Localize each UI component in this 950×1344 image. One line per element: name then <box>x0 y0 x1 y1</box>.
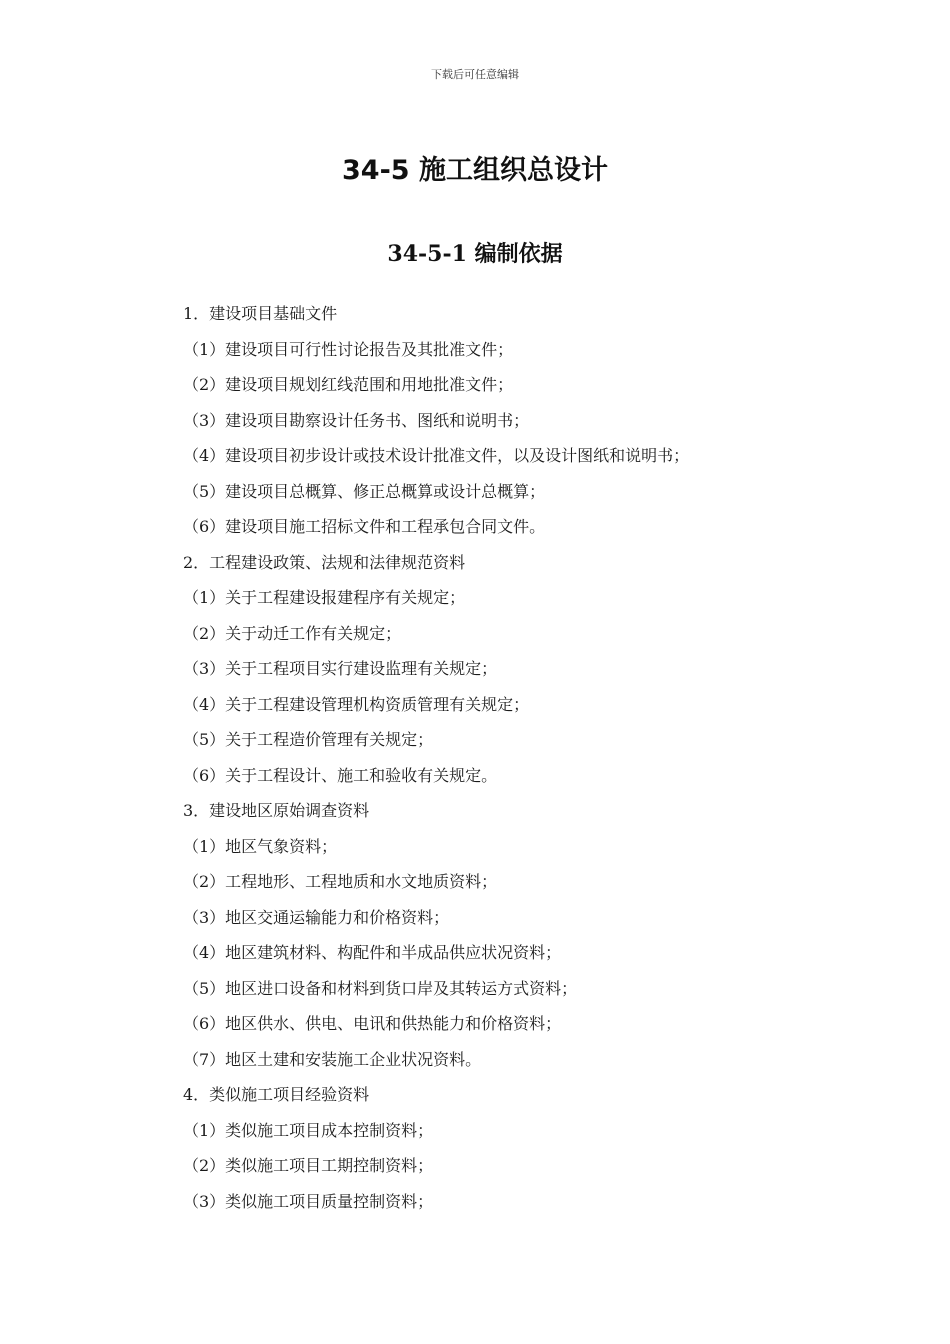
list-item: （2）工程地形、工程地质和水文地质资料； <box>183 872 498 891</box>
heading-1: 1．建设项目基础文件 <box>183 304 338 323</box>
list-item: （3）类似施工项目质量控制资料； <box>183 1191 434 1211</box>
list-item: （1）关于工程建设报建程序有关规定； <box>183 588 466 607</box>
list-item: （2）建设项目规划红线范围和用地批准文件； <box>183 375 514 394</box>
list-item: （4）地区建筑材料、构配件和半成品供应状况资料； <box>183 943 562 962</box>
heading-2: 2．工程建设政策、法规和法律规范资料 <box>183 552 466 572</box>
list-item: （2）关于动迁工作有关规定； <box>183 623 402 643</box>
list-item: （4）建设项目初步设计或技术设计批准文件，以及设计图纸和说明书； <box>183 446 690 465</box>
heading-4: 4．类似施工项目经验资料 <box>183 1085 370 1104</box>
list-item: （1）地区气象资料； <box>183 836 338 856</box>
list-item: （4）关于工程建设管理机构资质管理有关规定； <box>183 694 530 714</box>
list-item: （1）类似施工项目成本控制资料； <box>183 1120 434 1140</box>
list-item: （3）地区交通运输能力和价格资料； <box>183 907 450 927</box>
list-item: （6）建设项目施工招标文件和工程承包合同文件。 <box>183 517 546 536</box>
list-item: （5）地区进口设备和材料到货口岸及其转运方式资料； <box>183 978 578 998</box>
document-title: 34-5 施工组织总设计 <box>342 155 608 186</box>
list-item: （6）关于工程设计、施工和验收有关规定。 <box>183 765 498 785</box>
page-header-note: 下载后可任意编辑 <box>431 68 519 81</box>
list-item: （3）建设项目勘察设计任务书、图纸和说明书； <box>183 410 530 430</box>
list-item: （3）关于工程项目实行建设监理有关规定； <box>183 659 498 678</box>
heading-3: 3．建设地区原始调查资料 <box>183 801 370 820</box>
list-item: （1）建设项目可行性讨论报告及其批准文件； <box>183 339 514 359</box>
list-item: （7）地区土建和安装施工企业状况资料。 <box>183 1049 482 1069</box>
list-item: （6）地区供水、供电、电讯和供热能力和价格资料； <box>183 1014 562 1033</box>
section-title: 34-5-1 编制依据 <box>387 241 563 267</box>
document-body <box>183 296 823 1219</box>
list-item: （5）建设项目总概算、修正总概算或设计总概算； <box>183 481 546 501</box>
list-item: （2）类似施工项目工期控制资料； <box>183 1156 434 1175</box>
list-item: （5）关于工程造价管理有关规定； <box>183 730 434 749</box>
